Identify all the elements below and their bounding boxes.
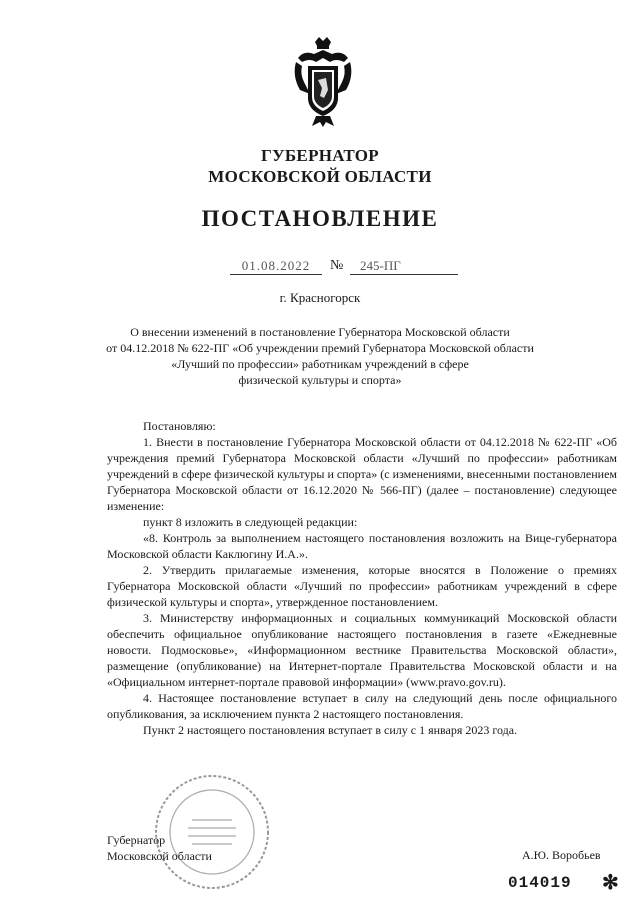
paragraph-4-sub: Пункт 2 настоящего постановления вступает в силу с 1 января 2023 года. — [143, 723, 518, 737]
coat-of-arms-icon — [290, 36, 356, 128]
issuer-region: МОСКОВСКОЙ ОБЛАСТИ — [208, 167, 432, 186]
subject-line: «Лучший по профессии» работникам учреждений в сфере — [171, 357, 469, 371]
paragraph-2: 2. Утвердить прилагаемые изменения, которые вносятся в Положение о премиях Губернатора Московской области «Лучший по профессии» работникам учреждений в сфере физической культуры и спорта», утвержденное постановлением. — [107, 563, 617, 609]
document-body — [107, 418, 617, 738]
document-date: 01.08.2022 — [230, 258, 322, 275]
number-sign: № — [330, 258, 344, 273]
serial-number: 014019 — [508, 874, 572, 892]
paragraph-1: 1. Внести в постановление Губернатора Московской области от 04.12.2018 № 622-ПГ «Об учреждения премий Губернатора Московской области «Лучший по профессии» работникам учреждений в сфере физической культуры и спорта» (с изменениями, внесенными постановлением Губернатора Московской области от 16.12.2020 № 566-ПГ) (далее – постановление) следующее изменение: — [107, 435, 617, 513]
subject-line: О внесении изменений в постановление Губернатора Московской области — [130, 325, 510, 339]
signatory-title-line: Губернатор — [107, 833, 166, 847]
subject-line: от 04.12.2018 № 622-ПГ «Об учреждении премий Губернатора Московской области — [106, 341, 534, 355]
document-number: 245-ПГ — [350, 258, 458, 275]
paragraph-1-quote: «8. Контроль за выполнением настоящего постановления возложить на Вице-губернатора Московской области Каклюгину И.А.». — [107, 531, 617, 561]
asterisk-mark-icon: ✻ — [602, 872, 619, 894]
signatory-title — [107, 832, 212, 864]
city: г. Красногорск — [279, 290, 361, 305]
body-intro: Постановляю: — [143, 419, 216, 433]
paragraph-3: 3. Министерству информационных и социальных коммуникаций Московской области обеспечить официальное опубликование настоящего постановления в газете «Ежедневные новости. Подмосковье», «Информационном вестнике Правительства Московской области», размещение (опубликование) на Интернет-портале Правительства Московской области и на «Официальном интернет-портале правовой информации» (www.pravo.gov.ru). — [107, 611, 617, 689]
signatory-title-line: Московской области — [107, 849, 212, 863]
document-subject — [0, 324, 640, 388]
signatory-name: А.Ю. Воробьев — [522, 848, 601, 862]
subject-line: физической культуры и спорта» — [238, 373, 402, 387]
paragraph-4: 4. Настоящее постановление вступает в силу на следующий день после официального опубликования, за исключением пункта 2 настоящего постановления. — [107, 691, 617, 721]
issuer-title: ГУБЕРНАТОР — [261, 146, 379, 165]
date-number-line — [0, 258, 640, 278]
document-type: ПОСТАНОВЛЕНИЕ — [201, 206, 439, 231]
paragraph-1-sub: пункт 8 изложить в следующей редакции: — [143, 515, 358, 529]
